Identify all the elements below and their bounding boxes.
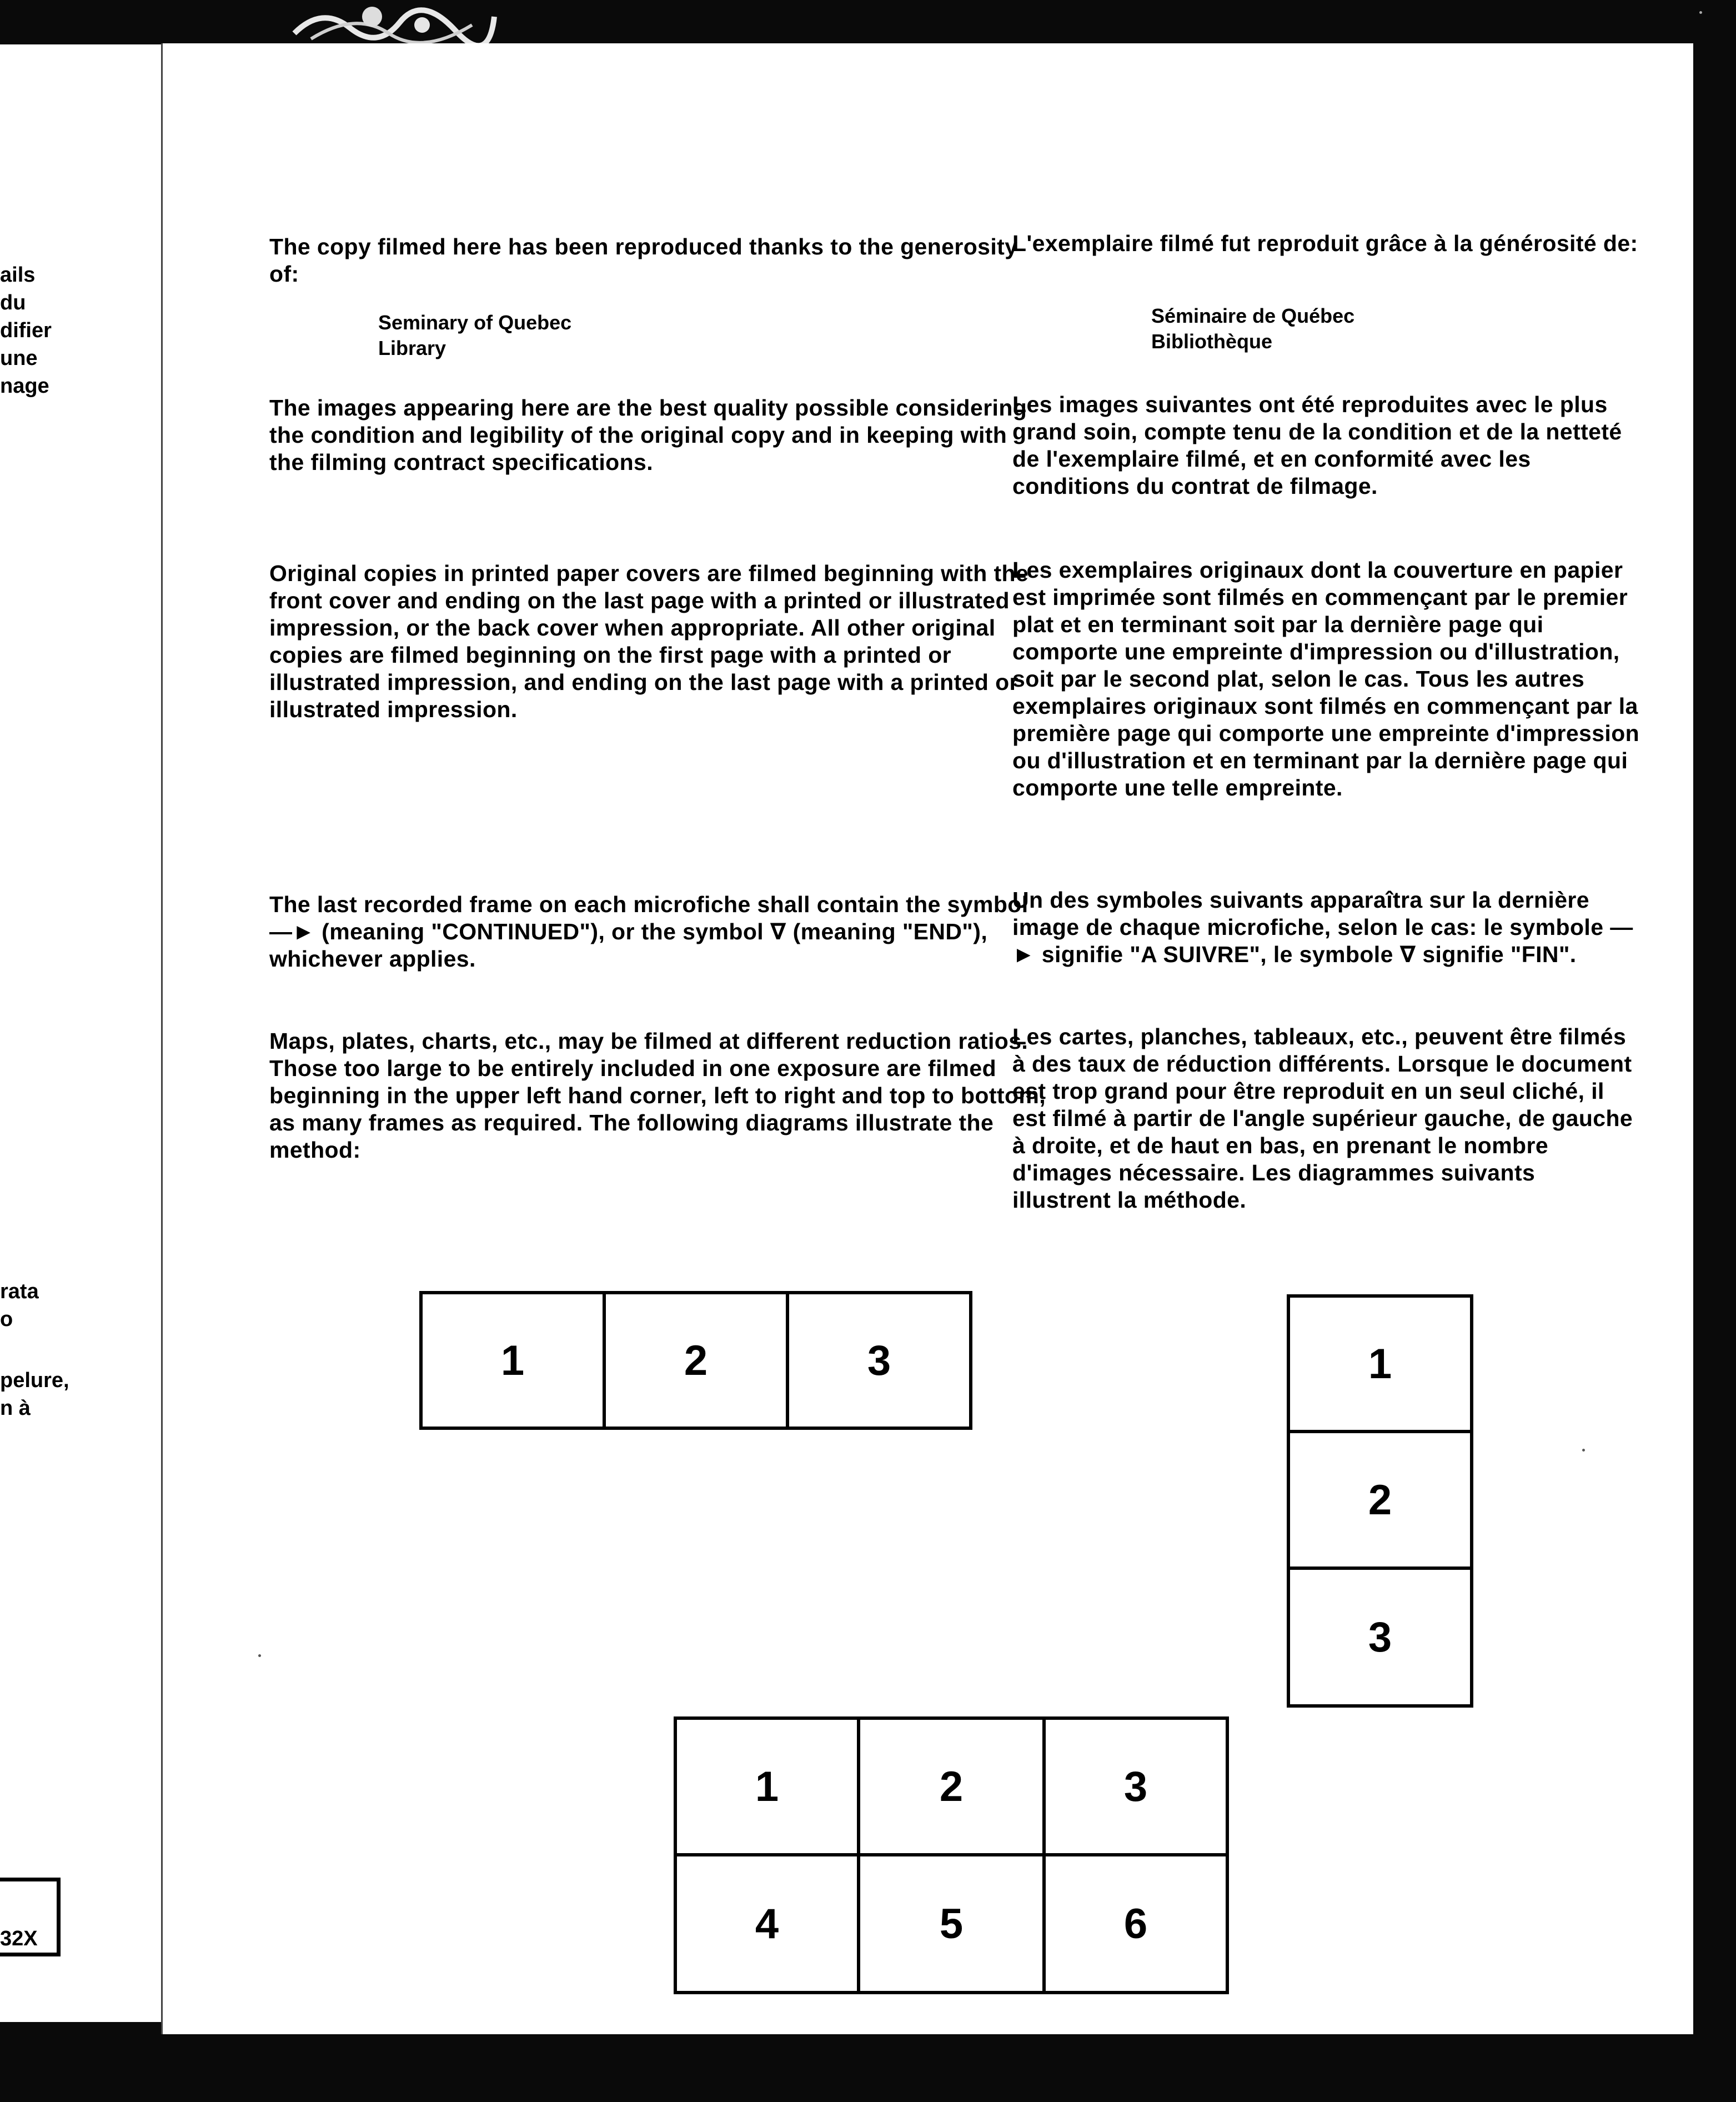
dust-speck xyxy=(1699,11,1702,14)
dust-speck xyxy=(1582,1449,1585,1452)
english-maps-paragraph: Maps, plates, charts, etc., may be filmed at different reduction ratios. Those too large to be entirely included in one exposure are filmed beginning in the upper left hand corner, left to right and top to bottom, as many frames as required. The following diagrams illustrate the method: xyxy=(269,1028,1046,1163)
microfiche-page xyxy=(161,43,1693,2034)
fragment-text: 32X xyxy=(0,1927,38,1950)
institution-name: Seminary of Quebec xyxy=(378,311,572,334)
fragment-text: rata xyxy=(0,1280,39,1303)
diagram-frame: 1 xyxy=(419,1291,606,1430)
diagram-frame: 5 xyxy=(857,1853,1046,1994)
diagram-frame: 2 xyxy=(857,1716,1046,1856)
fragment-text: nage xyxy=(0,374,49,398)
english-covers-paragraph: Original copies in printed paper covers are filmed beginning with the front cover and ending on the last page with a printed or illustrated impression, or the back cover when appropriate. All other original copies are filmed beginning on the first page with a printed or illustrated impression, and ending on the last page with a printed or illustrated impression. xyxy=(269,560,1029,722)
english-column xyxy=(269,233,1047,288)
diagram-frame: 3 xyxy=(1042,1716,1229,1856)
diagram-frame: 1 xyxy=(674,1716,860,1856)
fragment-text: n à xyxy=(0,1397,31,1420)
fragment-text: une xyxy=(0,347,38,370)
fragment-text: o xyxy=(0,1308,13,1331)
french-covers-paragraph: Les exemplaires originaux dont la couverture en papier est imprimée sont filmés en commençant par le premier plat et en terminant soit par la dernière page qui comporte une empreinte d'impression ou d'illustration, soit par le second plat, selon le cas. Tous les autres exemplaires originaux sont filmés en commençant par la première page qui comporte une empreinte d'impression ou d'illustration et en terminant par la dernière page qui comporte une telle empreinte. xyxy=(1012,557,1640,800)
english-institution xyxy=(378,310,571,361)
french-symbols-paragraph: Un des symboles suivants apparaîtra sur la dernière image de chaque microfiche, selon le cas: le symbole —► signifie "A SUIVRE", le symbole ∇ signifie "FIN". xyxy=(1012,887,1633,967)
dust-speck xyxy=(258,1654,261,1657)
diagram-frame: 6 xyxy=(1042,1853,1229,1994)
fragment-text: ails xyxy=(0,263,36,287)
fragment-text: difier xyxy=(0,319,52,342)
diagram-frame: 4 xyxy=(674,1853,860,1994)
english-symbols-paragraph: The last recorded frame on each microfiche shall contain the symbol —► (meaning "CONTINUED"), or the symbol ∇ (meaning "END"), whichever applies. xyxy=(269,892,1028,972)
adjacent-page-strip xyxy=(0,44,173,2022)
institution-unit: Library xyxy=(378,337,446,359)
english-quality-paragraph: The images appearing here are the best quality possible considering the condition and legibility of the original copy and in keeping with the filming contract specifications. xyxy=(269,395,1027,475)
institution-unit: Bibliothèque xyxy=(1151,330,1272,353)
english-intro: The copy filmed here has been reproduced thanks to the generosity of: xyxy=(269,234,1018,287)
institution-name: Séminaire de Québec xyxy=(1151,304,1355,327)
french-column xyxy=(1012,230,1640,257)
fragment-text: du xyxy=(0,291,26,314)
french-intro: L'exemplaire filmé fut reproduit grâce à la générosité de: xyxy=(1012,231,1638,256)
diagram-frame: 2 xyxy=(1287,1430,1473,1570)
film-scratch-mark xyxy=(289,0,500,44)
french-quality-paragraph: Les images suivantes ont été reproduites avec le plus grand soin, compte tenu de la condition et de la netteté de l'exemplaire filmé, et en conformité avec les conditions du contrat de filmage. xyxy=(1012,392,1622,499)
diagram-frame: 3 xyxy=(1287,1567,1473,1708)
fragment-text: pelure, xyxy=(0,1369,69,1392)
french-institution xyxy=(1151,303,1354,354)
diagram-frame: 1 xyxy=(1287,1294,1473,1433)
french-maps-paragraph: Les cartes, planches, tableaux, etc., peuvent être filmés à des taux de réduction différents. Lorsque le document est trop grand pour être reproduit en un seul cliché, il est filmé à partir de l'angle supérieur gauche, de gauche à droite, et de haut en bas, en prenant le nombre d'images nécessaire. Les diagrammes suivants illustrent la méthode. xyxy=(1012,1024,1633,1213)
diagram-frame: 3 xyxy=(786,1291,972,1430)
diagram-frame: 2 xyxy=(603,1291,789,1430)
